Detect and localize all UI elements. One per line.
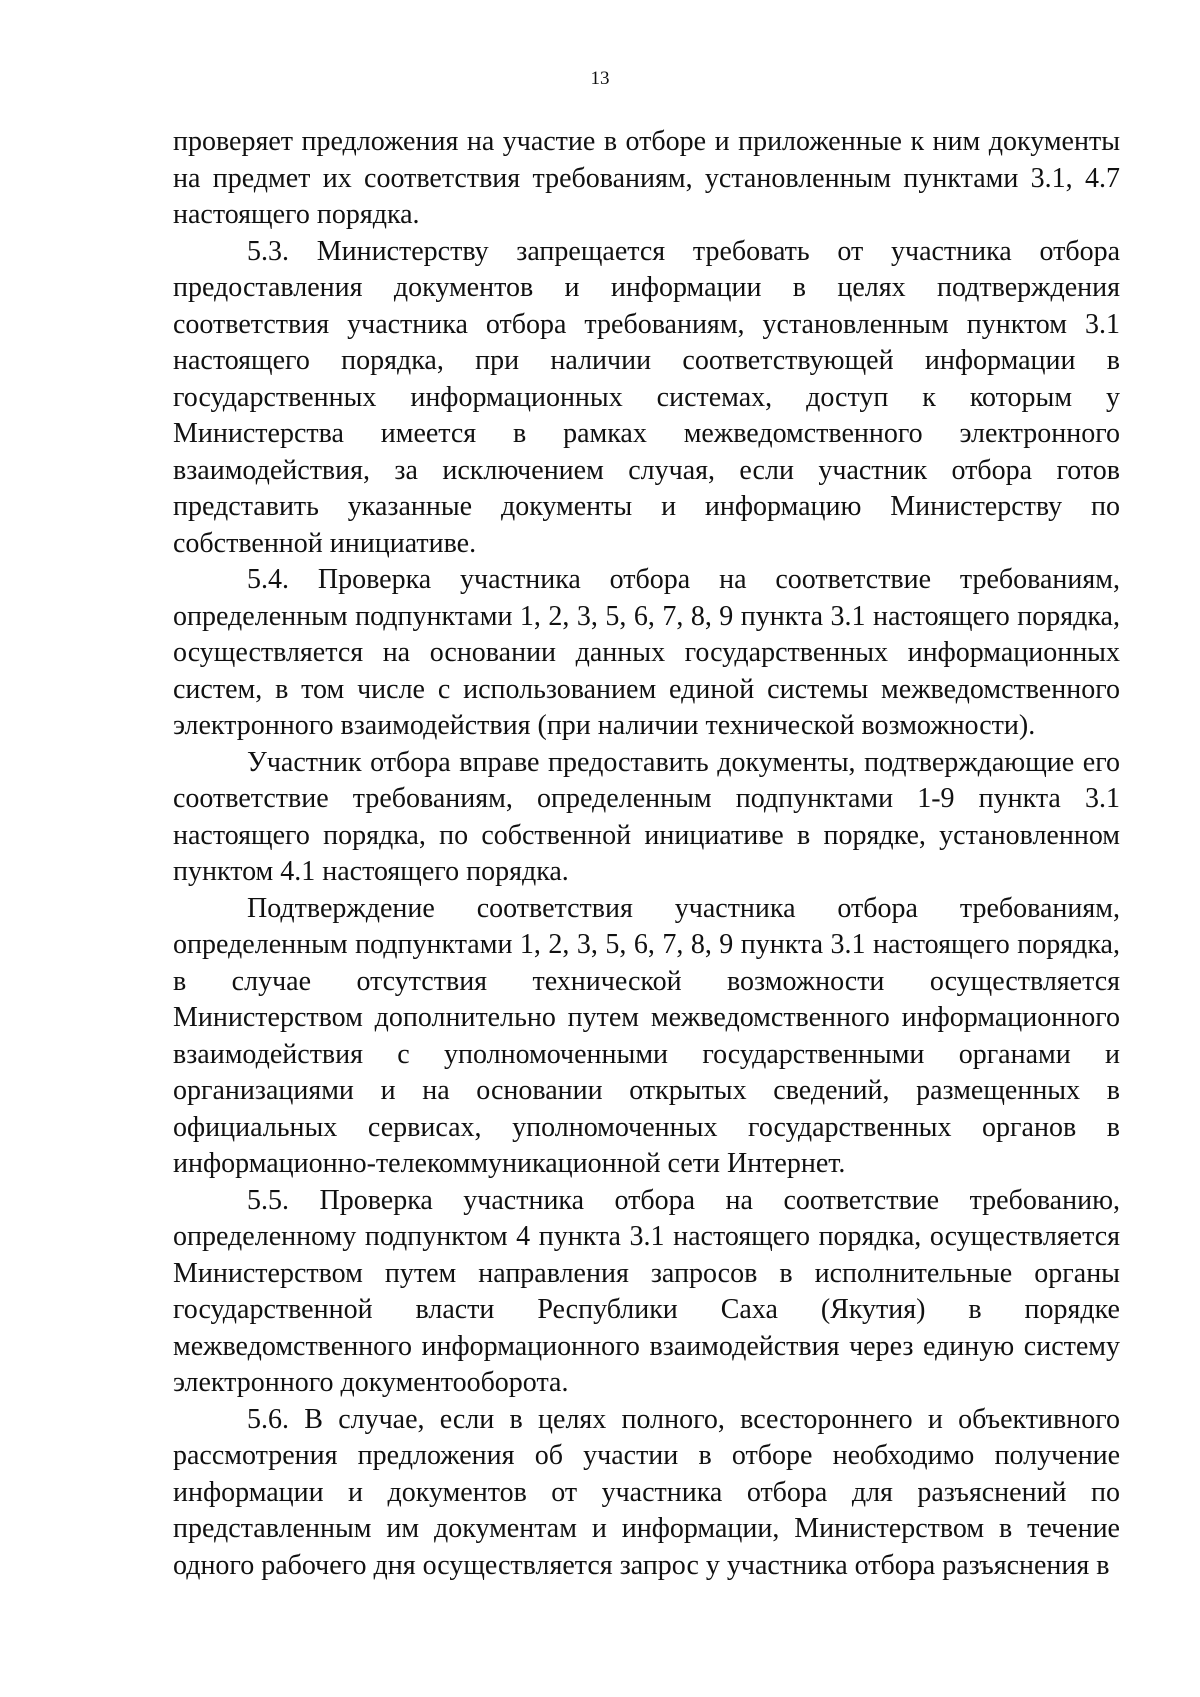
paragraph-5-5: 5.5. Проверка участника отбора на соответствие требованию, определенному подпунктом 4 пункта 3.1 настоящего порядка, осуществляется Министерством путем направления запросов в исполнительные органы государственной власти Республики Саха (Якутия) в порядке межведомственного информационного взаимодействия через единую систему электронного документооборота. [173, 1184, 1120, 1398]
page-number: 13 [590, 68, 610, 89]
paragraph-5-6: 5.6. В случае, если в целях полного, всестороннего и объективного рассмотрения предложения об участии в отборе необходимо получение информации и документов от участника отбора для разъяснений по представленным им документам и информации, Министерством в течение одного рабочего дня осуществляется запрос у участника отбора разъяснения в [173, 1403, 1120, 1581]
document-body [173, 124, 1120, 1584]
paragraph-confirmation: Подтверждение соответствия участника отбора требованиям, определенным подпунктами 1, 2, 3, 5, 6, 7, 8, 9 пункта 3.1 настоящего порядка, в случае отсутствия технической возможности осуществляется Министерством дополнительно путем межведомственного информационного взаимодействия с уполномоченными государственными органами и организациями и на основании открытых сведений, размещенных в официальных сервисах, уполномоченных государственных органов в информационно-телекоммуникационной сети Интернет. [173, 892, 1120, 1179]
paragraph-5-4: 5.4. Проверка участника отбора на соответствие требованиям, определенным подпунктами 1, 2, 3, 5, 6, 7, 8, 9 пункта 3.1 настоящего порядка, осуществляется на основании данных государственных информационных систем, в том числе с использованием единой системы межведомственного электронного взаимодействия (при наличии технической возможности). [173, 564, 1120, 741]
paragraph-continuation: проверяет предложения на участие в отборе и приложенные к ним документы на предмет их соответствия требованиям, установленным пунктами 3.1, 4.7 настоящего порядка. [173, 126, 1120, 230]
paragraph-5-3: 5.3. Министерству запрещается требовать от участника отбора предоставления документов и информации в целях подтверждения соответствия участника отбора требованиям, установленным пунктом 3.1 настоящего порядка, при наличии соответствующей информации в государственных информационных системах, доступ к которым у Министерства имеется в рамках межведомственного электронного взаимодействия, за исключением случая, если участник отбора готов представить указанные документы и информацию Министерству по собственной инициативе. [173, 235, 1120, 559]
paragraph-participant-right: Участник отбора вправе предоставить документы, подтверждающие его соответствие требованиям, определенным подпунктами 1-9 пункта 3.1 настоящего порядка, по собственной инициативе в порядке, установленном пунктом 4.1 настоящего порядка. [173, 746, 1120, 887]
